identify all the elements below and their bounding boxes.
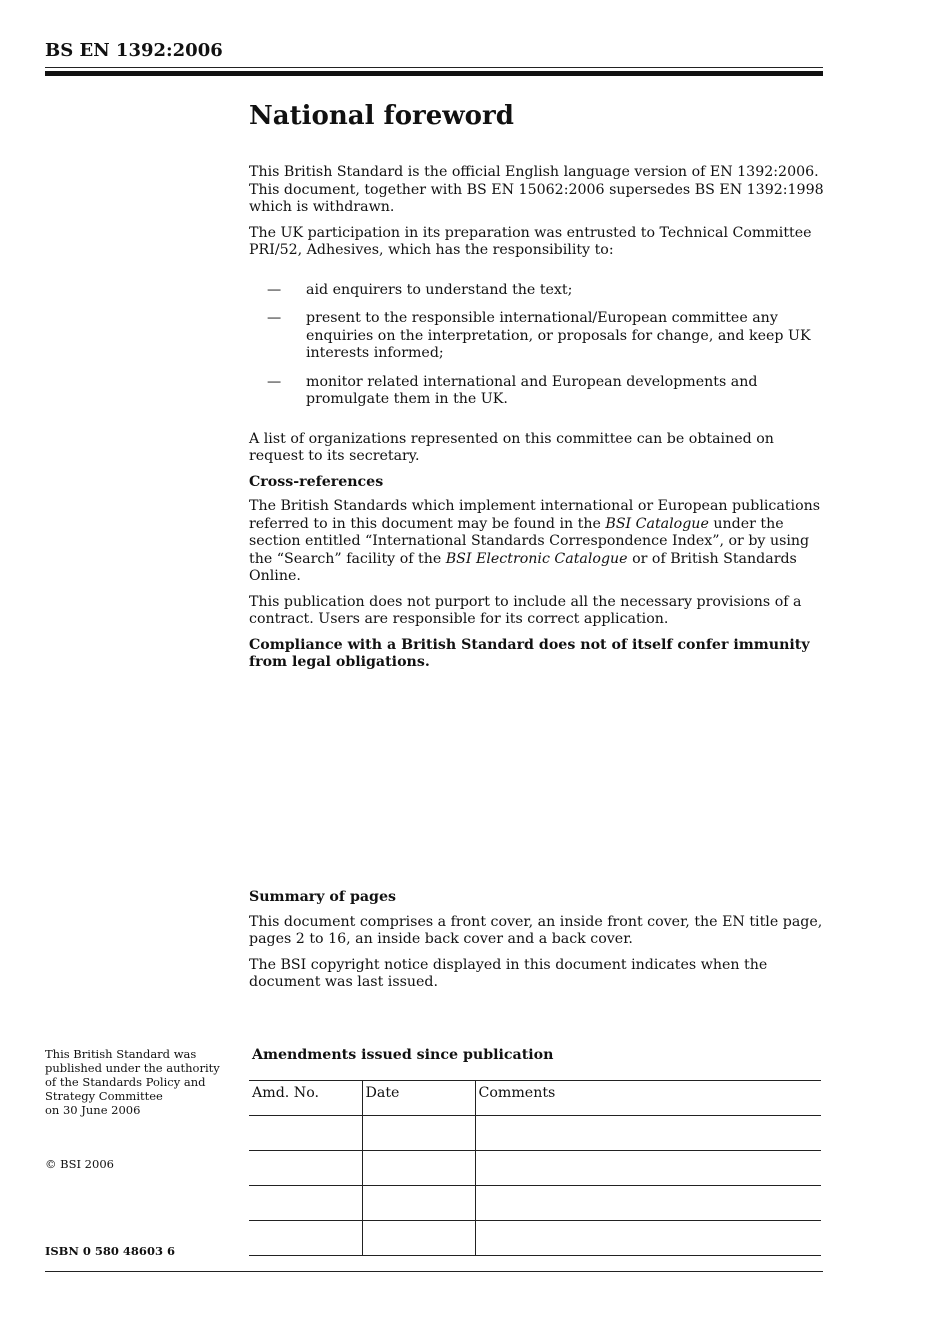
authority-note: This British Standard was published under the authority of the Standards Policy and Strategy Committee on 30 June 2006 <box>45 1047 220 1117</box>
table-row <box>249 1116 821 1151</box>
summary-paragraph-2: The BSI copyright notice displayed in this document indicates when the document was last issued. <box>249 956 768 990</box>
cross-references-heading: Cross-references <box>249 473 384 490</box>
bsi-catalogue-title: BSI Catalogue <box>605 515 709 532</box>
amendments-table <box>249 1080 821 1256</box>
page-title: National foreword <box>249 101 514 131</box>
column-header-comments: Comments <box>475 1081 821 1116</box>
list-item: — aid enquirers to understand the text; <box>267 281 573 298</box>
copyright-notice: © BSI 2006 <box>45 1157 114 1171</box>
intro-paragraph-2: The UK participation in its preparation was entrusted to Technical Committee PRI/52, Adhesives, which has the responsibility to: <box>249 224 812 258</box>
table-row <box>249 1151 821 1186</box>
cross-references-paragraph-1: The British Standards which implement international or European publications referred to in this document may be found in the BSI Catalogue under the section entitled “International Standards Correspondence Index”, or by using the “Search” facility of the BSI Electronic Catalogue or of British Standards Online. <box>249 498 821 584</box>
table-header-row <box>249 1081 821 1116</box>
list-item: — monitor related international and European developments and promulgate them in the UK. <box>267 373 758 407</box>
isbn: ISBN 0 580 48603 6 <box>45 1244 175 1258</box>
summary-of-pages <box>249 889 824 1000</box>
bsi-electronic-catalogue-title: BSI Electronic Catalogue <box>445 550 628 567</box>
column-header-amd-no: Amd. No. <box>249 1081 362 1116</box>
table-row <box>249 1221 821 1256</box>
summary-paragraph-1: This document comprises a front cover, an inside front cover, the EN title page, pages 2 to 16, an inside back cover and a back cover. <box>249 913 823 947</box>
intro-paragraph-1: This British Standard is the official English language version of EN 1392:2006. This document, together with BS EN 15062:2006 supersedes BS EN 1392:1998 which is withdrawn. <box>249 164 824 215</box>
compliance-statement: Compliance with a British Standard does not of itself confer immunity from legal obligations. <box>249 636 810 670</box>
intro-paragraph-3: A list of organizations represented on this committee can be obtained on request to its secretary. <box>249 430 774 464</box>
dash-marker: — <box>267 281 282 298</box>
header-rule-thin <box>45 67 823 68</box>
foreword-body <box>249 164 824 680</box>
summary-heading: Summary of pages <box>249 889 396 905</box>
dash-marker: — <box>267 373 282 390</box>
document-id: BS EN 1392:2006 <box>45 40 223 61</box>
cross-references-paragraph-2: This publication does not purport to include all the necessary provisions of a contract. Users are responsible for its correct application. <box>249 593 802 627</box>
dash-marker: — <box>267 310 282 326</box>
responsibility-list <box>249 282 824 409</box>
header-rule-thick <box>45 71 823 76</box>
column-header-date: Date <box>362 1081 475 1116</box>
amendments-title: Amendments issued since publication <box>252 1047 554 1063</box>
table-row <box>249 1186 821 1221</box>
list-item: — present to the responsible international/European committee any enquiries on the interpretation, or proposals for change, and keep UK interests informed; <box>267 310 811 361</box>
footer-rule <box>45 1271 823 1272</box>
